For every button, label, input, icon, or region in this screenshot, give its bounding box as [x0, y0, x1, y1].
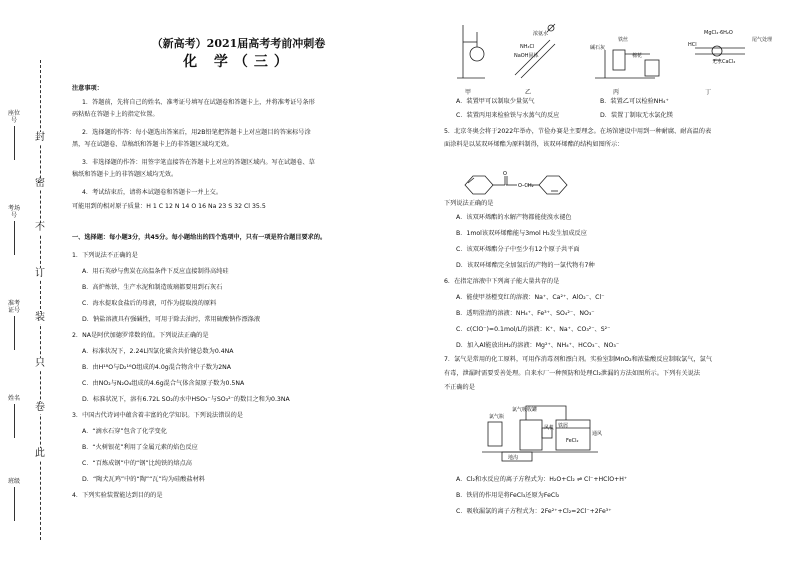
- option-line: A．“滴水石穿”包含了化学变化: [82, 428, 167, 435]
- question-line: 1．下列说法不正确的是: [72, 252, 138, 259]
- option-line: A．Cl₂和水反应的离子方程式为：H₂O+Cl₂ ⇌ Cl⁻+HClO+H⁺: [456, 476, 628, 483]
- option-line: B．铁屑的作用是将FeCl₃还原为FeCl₂: [456, 492, 560, 499]
- question-line: 有毒，泄漏时需要妥善处理。自来水厂一种预防和处理Cl₂泄漏的方法如图所示。下列有关说法: [444, 370, 701, 377]
- notes-line: 可能用到的相对原子质量：H 1 C 12 N 14 O 16 Na 23 S 32 Cl 35.5: [72, 203, 266, 210]
- option-line: C．海水提取食盐后的母液，可作为提取溴的原料: [82, 300, 217, 307]
- figure-text: HCl: [688, 42, 697, 48]
- field-label: 准考证号: [7, 300, 20, 314]
- option-line: A．该双环烯酯的水解产物都能使溴水褪色: [456, 214, 572, 221]
- question-line: 4．下列实验装置能达到目的的是: [72, 492, 163, 499]
- figure-text: NaOH固体: [514, 53, 539, 59]
- notes-line: 4．考试结束后，请将本试题卷和答题卡一并上交。: [82, 189, 223, 196]
- field-label: 姓名: [7, 395, 20, 402]
- figure-label: 乙: [525, 89, 532, 96]
- option-line: B．装置乙可以检验NH₄⁺: [600, 98, 669, 105]
- svg-text:O–CH₂: O–CH₂: [518, 183, 534, 189]
- figure-label: 丁: [705, 89, 712, 96]
- chlorine-absorption-diagram: [480, 400, 603, 465]
- diagram-text: 通风: [592, 431, 603, 437]
- admission-number-field: [6, 300, 22, 350]
- figure-text: 棉花: [632, 53, 643, 59]
- svg-text:O: O: [503, 171, 507, 177]
- diagram-text: 氯气吸收罐: [512, 407, 538, 413]
- option-line: B．“火树银花”利用了金属元素的焰色反应: [82, 444, 198, 451]
- option-line: C．吸收漏氯的离子方程式为：2Fe²⁺+Cl₂=2Cl⁻+2Fe³⁺: [456, 508, 612, 515]
- class-field: [6, 478, 22, 521]
- notes-line: 2．选择题的作答：每小题选出答案后，用2B铅笔把答题卡上对应题目的答案标号涂: [82, 129, 311, 136]
- question-line: 5．北京冬奥会将于2022年举办，节俭办赛是主要理念。在场馆建设中用到一种耐腐、耐高温的表: [444, 128, 712, 135]
- field-label: 座位号: [7, 110, 20, 124]
- option-line: A．标准状况下，2.24L四氯化碳含共价键总数为0.4NA: [82, 348, 234, 355]
- option-line: D．装置丁制取无水氯化镁: [600, 112, 673, 119]
- option-line: D．钠盐溶液具有强碱性，可用于除去油污，常用硫酸钠作漂涤液: [82, 316, 261, 323]
- option-line: D．加入Al能放出H₂的溶液：Mg²⁺、NH₄⁺、HCO₃⁻、NO₃⁻: [456, 342, 620, 349]
- subject-title: 化 学（三）: [183, 54, 294, 70]
- figure-text: 浓氨水: [533, 31, 549, 37]
- question-line: 下列说法正确的是: [444, 200, 494, 207]
- ester-structure: [455, 170, 575, 200]
- option-line: C．“百炼成钢”中的“钢”比纯铁的熔点高: [82, 460, 192, 467]
- figure-text: NH₄Cl: [520, 44, 535, 50]
- question-line: 6．在指定溶液中下列离子能大量共存的是: [444, 278, 560, 285]
- option-line: B．由H¹⁸O与D₂¹⁶O组成的4.0g混合物含中子数为2NA: [82, 364, 231, 371]
- seal-char: 卷: [30, 402, 50, 414]
- seal-char: 装: [30, 312, 50, 324]
- option-line: B．1mol该双环烯酯能与3mol H₂发生加成反应: [456, 230, 587, 237]
- diagram-text: 氯气瓶: [489, 414, 505, 420]
- seal-char: 密: [30, 178, 50, 190]
- exam-title: （新高考）2021届高考考前冲刺卷: [151, 37, 326, 50]
- figure-text: 无水CaCl₂: [712, 59, 736, 65]
- name-field: [6, 395, 22, 438]
- option-line: C．装置丙用来检验铁与水蒸气的反应: [456, 112, 560, 119]
- seal-char: 封: [30, 132, 50, 144]
- question-line: 2．NA是阿伏加德罗常数的值。下列说法正确的是: [72, 332, 209, 339]
- notes-line: 稿纸和答题卡上的非答题区域均无效。: [72, 171, 178, 178]
- section-heading: 一、选择题：每小题3分，共45分。每小题给出的四个选项中，只有一项是符合题目要求的。: [72, 234, 327, 241]
- option-line: C．c(ClO⁻)=0.1mol/L的溶液：K⁺、Na⁺、CO₃²⁻、S²⁻: [456, 326, 611, 333]
- question-line: 不正确的是: [444, 384, 475, 391]
- seal-char: 此: [30, 448, 50, 460]
- diagram-text: 地沟: [508, 455, 519, 461]
- option-line: D．“陶犬瓦鸡”中的“陶”“瓦”均为硅酸盐材料: [82, 476, 205, 483]
- option-line: A．用石英砂与焦炭在高温条件下反应直接制得高纯硅: [82, 268, 229, 275]
- diagram-text: 铁屑: [558, 423, 569, 429]
- notes-line: 黑，写在试题卷、草稿纸和答题卡上的非答题区域均无效。: [72, 141, 233, 148]
- question-line: 3．中国古代诗词中蕴含着丰富的化学知识。下列说法错误的是: [72, 412, 243, 419]
- exam-room-field: [6, 205, 22, 255]
- option-line: B．高炉炼铁、生产水泥和制造玻璃都要用到石灰石: [82, 284, 223, 291]
- option-line: A．装置甲可以制取少量氨气: [456, 98, 535, 105]
- diagram-text: 风机: [544, 425, 555, 431]
- figure-text: 碱石灰: [590, 45, 606, 51]
- notes-heading: 注意事项：: [72, 85, 103, 92]
- field-label: 班级: [7, 478, 20, 485]
- option-line: D．标准状况下，溶有6.72L SO₂的水中HSO₃⁻与SO₃²⁻的数目之和为0.3NA: [82, 396, 290, 403]
- question-line: 7．氯气是常用的化工原料，可用作消毒剂和漂白剂。实验室制MnO₂和浓盐酸反应制取氯气，氯气: [444, 356, 713, 363]
- notes-line: 3．非选择题的作答：用签字笔直接答在答题卡上对应的答题区域内。写在试题卷、草: [82, 159, 315, 166]
- seal-char: 不: [30, 222, 50, 234]
- binding-strip: [0, 0, 62, 562]
- seal-char: 只: [30, 358, 50, 370]
- question-line: 面涂料是以某双环烯酯为原料制得，该双环烯酯的结构如图所示：: [444, 141, 624, 148]
- figure-label: 丙: [613, 89, 620, 96]
- option-line: A．能使甲基橙变红的溶液：Na⁺、Ca²⁺、AlO₂⁻、Cl⁻: [456, 294, 605, 301]
- figure-label: 甲: [465, 89, 472, 96]
- option-line: D．该双环烯酯完全加氢后的产物的一氯代物有7种: [456, 262, 595, 269]
- option-line: C．该双环烯酯分子中至少有12个原子共平面: [456, 246, 580, 253]
- figure-text: 铁丝: [618, 37, 629, 43]
- notes-line: 1．答题前，先将自己的姓名、准考证号填写在试题卷和答题卡上，并将准考证号条形: [82, 99, 315, 106]
- option-line: C．由NO₂与N₂O₄组成的4.6g混合气体含氮原子数为0.5NA: [82, 380, 245, 387]
- diagram-text: FeCl₂: [566, 438, 579, 444]
- seal-char: 订: [30, 268, 50, 280]
- field-label: 考场号: [7, 205, 20, 219]
- figure-text: 尾气处理: [752, 37, 773, 43]
- notes-line: 码粘贴在答题卡上的指定位置。: [72, 111, 159, 118]
- figure-text: MgCl₂·6H₂O: [704, 30, 733, 36]
- option-line: B．透明澄清的溶液：NH₄⁺、Fe³⁺、SO₄²⁻、NO₃⁻: [456, 310, 595, 317]
- seat-number-field: [6, 110, 22, 160]
